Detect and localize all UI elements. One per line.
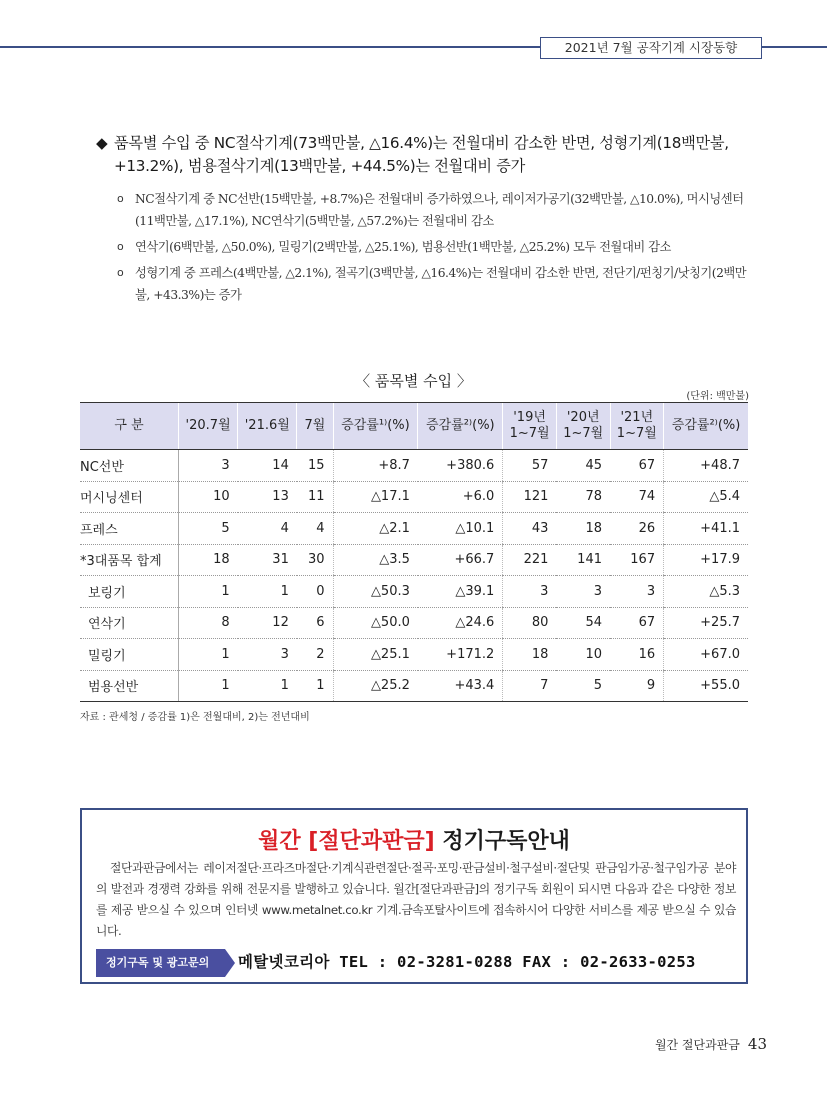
table-cell: +171.2 xyxy=(418,639,503,671)
table-cell: 1 xyxy=(179,670,238,702)
table-cell: 18 xyxy=(556,513,610,545)
table-cell: +55.0 xyxy=(664,670,748,702)
table-cell: 4 xyxy=(238,513,297,545)
table-cell: +6.0 xyxy=(418,481,503,513)
table-cell: +67.0 xyxy=(664,639,748,671)
row-label: *3대품목 합계 xyxy=(80,544,179,576)
table-cell: 3 xyxy=(238,639,297,671)
col-header: 증감률²⁾(%) xyxy=(664,403,748,450)
table-cell: 11 xyxy=(297,481,333,513)
header-title: 2021년 7월 공작기계 시장동향 xyxy=(540,37,762,59)
table-cell: +25.7 xyxy=(664,607,748,639)
subscription-ad xyxy=(80,808,748,984)
table-row xyxy=(80,670,748,702)
table-cell: △5.4 xyxy=(664,481,748,513)
footer-magazine: 월간 절단과판금 xyxy=(654,1038,740,1052)
table-cell: 26 xyxy=(610,513,664,545)
table-source: 자료 : 관세청 / 증감률 1)은 전월대비, 2)는 전년대비 xyxy=(80,712,310,723)
sub-bullet-text: 성형기계 중 프레스(4백만불, △2.1%), 절곡기(3백만불, △16.4%)는 전월대비 감소한 반면, 전단기/펀칭기/낫칭기(2백만불, +43.3%)는 증가 xyxy=(135,266,747,302)
table-cell: 1 xyxy=(238,576,297,608)
table-cell: +43.4 xyxy=(418,670,503,702)
col-header: '21년 1~7월 xyxy=(610,403,664,450)
table-cell: 14 xyxy=(238,450,297,482)
table-row xyxy=(80,481,748,513)
table-cell: 1 xyxy=(238,670,297,702)
sub-bullet-2 xyxy=(117,236,757,258)
table-cell: △5.3 xyxy=(664,576,748,608)
table-cell: 3 xyxy=(179,450,238,482)
col-header: 증감률¹⁾(%) xyxy=(333,403,418,450)
table-cell: 54 xyxy=(556,607,610,639)
table-cell: 167 xyxy=(610,544,664,576)
row-label: 머시닝센터 xyxy=(80,481,179,513)
table-cell: 74 xyxy=(610,481,664,513)
table-cell: 3 xyxy=(556,576,610,608)
table-cell: 6 xyxy=(297,607,333,639)
sub-bullet-1 xyxy=(117,188,757,232)
row-label: 밀링기 xyxy=(80,639,179,671)
table-cell: △50.0 xyxy=(333,607,418,639)
table-cell: 43 xyxy=(503,513,557,545)
table-cell: +8.7 xyxy=(333,450,418,482)
sub-bullet-3 xyxy=(117,262,757,306)
table-cell: 12 xyxy=(238,607,297,639)
col-header: 7월 xyxy=(297,403,333,450)
table-cell: △25.2 xyxy=(333,670,418,702)
table-cell: 67 xyxy=(610,450,664,482)
table-cell: 3 xyxy=(610,576,664,608)
table-cell: △24.6 xyxy=(418,607,503,639)
circle-bullet-icon: o xyxy=(117,266,124,279)
table-header-row xyxy=(80,403,748,450)
table-row xyxy=(80,607,748,639)
table-cell: 16 xyxy=(610,639,664,671)
table-cell: 1 xyxy=(179,576,238,608)
table-cell: △39.1 xyxy=(418,576,503,608)
table-cell: △17.1 xyxy=(333,481,418,513)
circle-bullet-icon: o xyxy=(117,192,124,205)
table-cell: 78 xyxy=(556,481,610,513)
col-header: '20.7월 xyxy=(179,403,238,450)
col-header: '19년 1~7월 xyxy=(503,403,557,450)
table-cell: 221 xyxy=(503,544,557,576)
row-label: 범용선반 xyxy=(80,670,179,702)
main-bullet xyxy=(96,132,736,178)
main-bullet-text: 품목별 수입 중 NC절삭기계(73백만불, △16.4%)는 전월대비 감소한 반면, 성형기계(18백만불, +13.2%), 범용절삭기계(13백만불, +44.5%)는 전월대비 증가 xyxy=(114,134,729,175)
table-cell: △2.1 xyxy=(333,513,418,545)
table-cell: 141 xyxy=(556,544,610,576)
table-cell: 2 xyxy=(297,639,333,671)
table-cell: 1 xyxy=(179,639,238,671)
table-row xyxy=(80,513,748,545)
circle-bullet-icon: o xyxy=(117,240,124,253)
table-cell: 10 xyxy=(179,481,238,513)
col-header: 구 분 xyxy=(80,403,179,450)
table-cell: 5 xyxy=(556,670,610,702)
table-title: 〈 품목별 수입 〉 xyxy=(355,372,472,390)
ad-body: 절단과판금에서는 레이저절단·프라즈마절단·기계식관련절단·절곡·포밍·판금설비·철구설비·절단및 판금임가공·철구임가공 분야의 발전과 경쟁력 강화를 위해 전문지를 발행하고 있습니다. 월간[절단과판금]의 정기구독 회원이 되시면 다음과 같은 다양한 정보를 제공 받으실 수 있으며 인터넷 www.metalnet.co.kr 기계.금속포탈사이트에 접속하시어 다양한 서비스를 제공 받으실 수 있습니다. xyxy=(96,861,736,938)
table-cell: 13 xyxy=(238,481,297,513)
table-cell: 7 xyxy=(503,670,557,702)
ad-title-prefix: 월간 [절단과판금] xyxy=(258,829,435,854)
page-footer xyxy=(655,1035,767,1053)
table-cell: 18 xyxy=(179,544,238,576)
table-cell: +380.6 xyxy=(418,450,503,482)
table-cell: +41.1 xyxy=(664,513,748,545)
table-cell: +66.7 xyxy=(418,544,503,576)
table-cell: 1 xyxy=(297,670,333,702)
table-cell: 3 xyxy=(503,576,557,608)
ad-title xyxy=(82,824,746,855)
table-cell: 57 xyxy=(503,450,557,482)
table-row xyxy=(80,639,748,671)
table-cell: 9 xyxy=(610,670,664,702)
table-cell: 31 xyxy=(238,544,297,576)
sub-bullet-text: NC절삭기계 중 NC선반(15백만불, +8.7%)은 전월대비 증가하였으나, 레이저가공기(32백만불, △10.0%), 머시닝센터(11백만불, △17.1%), NC연삭기(5백만불, △57.2%)는 전월대비 감소 xyxy=(135,192,744,228)
table-cell: △10.1 xyxy=(418,513,503,545)
table-cell: 8 xyxy=(179,607,238,639)
table-cell: 18 xyxy=(503,639,557,671)
ad-badge: 정기구독 및 광고문의 xyxy=(96,949,225,977)
import-table xyxy=(80,402,748,702)
table-cell: 121 xyxy=(503,481,557,513)
table-unit: (단위: 백만불) xyxy=(686,391,749,402)
table-row xyxy=(80,450,748,482)
col-header: '21.6월 xyxy=(238,403,297,450)
table-cell: △50.3 xyxy=(333,576,418,608)
table-cell: 4 xyxy=(297,513,333,545)
table-cell: +48.7 xyxy=(664,450,748,482)
table-cell: 15 xyxy=(297,450,333,482)
row-label: NC선반 xyxy=(80,450,179,482)
ad-contact: 메탈넷코리아 TEL : 02-3281-0288 FAX : 02-2633-0253 xyxy=(238,953,696,971)
col-header: '20년 1~7월 xyxy=(556,403,610,450)
table-cell: 10 xyxy=(556,639,610,671)
table-cell: 0 xyxy=(297,576,333,608)
row-label: 보링기 xyxy=(80,576,179,608)
table-cell: +17.9 xyxy=(664,544,748,576)
ad-title-suffix: 정기구독안내 xyxy=(434,829,570,854)
table-row xyxy=(80,576,748,608)
page-number: 43 xyxy=(747,1035,767,1053)
row-label: 연삭기 xyxy=(80,607,179,639)
sub-bullet-text: 연삭기(6백만불, △50.0%), 밀링기(2백만불, △25.1%), 범용선반(1백만불, △25.2%) 모두 전월대비 감소 xyxy=(135,240,671,254)
table-cell: 67 xyxy=(610,607,664,639)
table-cell: △3.5 xyxy=(333,544,418,576)
diamond-bullet-icon: ◆ xyxy=(96,134,108,152)
table-cell: 80 xyxy=(503,607,557,639)
table-row xyxy=(80,544,748,576)
row-label: 프레스 xyxy=(80,513,179,545)
table-cell: 30 xyxy=(297,544,333,576)
table-cell: 45 xyxy=(556,450,610,482)
table-cell: △25.1 xyxy=(333,639,418,671)
col-header: 증감률²⁾(%) xyxy=(418,403,503,450)
table-cell: 5 xyxy=(179,513,238,545)
